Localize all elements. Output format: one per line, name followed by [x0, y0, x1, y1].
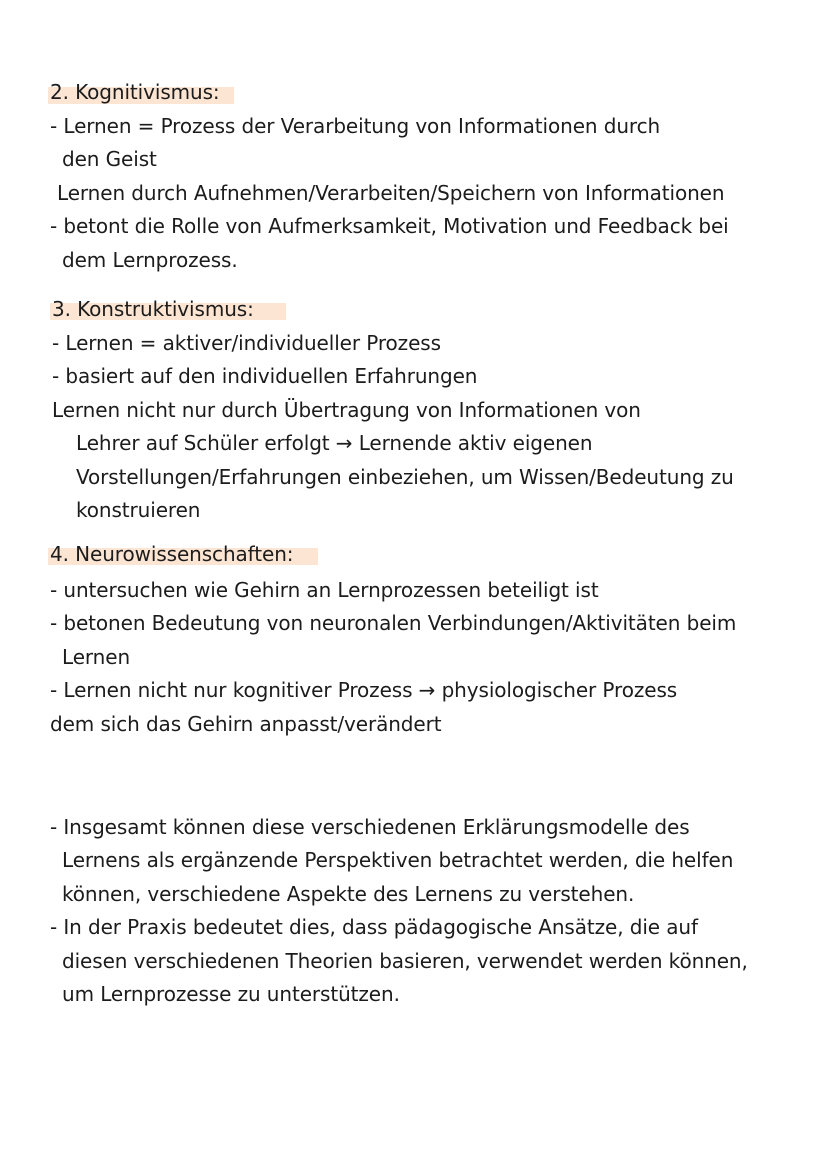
- text-line: Vorstellungen/Erfahrungen einbeziehen, um Wissen/Bedeutung zu: [76, 465, 734, 489]
- text-line: den Geist: [62, 147, 157, 171]
- summary-line: diesen verschiedenen Theorien basieren, verwendet werden können,: [62, 949, 748, 973]
- section-heading-neurowissenschaften: 4. Neurowissenschaften:: [50, 542, 294, 566]
- text-line: Lernen nicht nur durch Übertragung von Informationen von: [52, 398, 641, 422]
- text-line: Lernen: [62, 645, 131, 669]
- section-heading-konstruktivismus: 3. Konstruktivismus:: [52, 297, 254, 321]
- summary-line: um Lernprozesse zu unterstützen.: [62, 982, 400, 1006]
- text-line: - untersuchen wie Gehirn an Lernprozessen beteiligt ist: [50, 578, 599, 602]
- section-heading-kognitivismus: 2. Kognitivismus:: [50, 80, 220, 104]
- text-line: Lehrer auf Schüler erfolgt → Lernende aktiv eigenen: [76, 431, 593, 455]
- summary-line: - Insgesamt können diese verschiedenen Erklärungsmodelle des: [50, 815, 690, 839]
- text-line: dem Lernprozess.: [62, 248, 238, 272]
- text-line: - Lernen = Prozess der Verarbeitung von Informationen durch: [50, 114, 661, 138]
- text-line: Lernen durch Aufnehmen/Verarbeiten/Speichern von Informationen: [57, 181, 725, 205]
- text-line: - betonen Bedeutung von neuronalen Verbindungen/Aktivitäten beim: [50, 611, 737, 635]
- summary-line: Lernens als ergänzende Perspektiven betrachtet werden, die helfen: [62, 848, 734, 872]
- text-line: - Lernen nicht nur kognitiver Prozess → physiologischer Prozess: [50, 678, 678, 702]
- text-line: - betont die Rolle von Aufmerksamkeit, Motivation und Feedback bei: [50, 214, 729, 238]
- text-line: - basiert auf den individuellen Erfahrungen: [52, 364, 478, 388]
- text-line: - Lernen = aktiver/individueller Prozess: [52, 331, 441, 355]
- summary-line: - In der Praxis bedeutet dies, dass pädagogische Ansätze, die auf: [50, 915, 698, 939]
- text-line: dem sich das Gehirn anpasst/verändert: [50, 712, 442, 736]
- summary-line: können, verschiedene Aspekte des Lernens zu verstehen.: [62, 882, 635, 906]
- text-line: konstruieren: [76, 498, 201, 522]
